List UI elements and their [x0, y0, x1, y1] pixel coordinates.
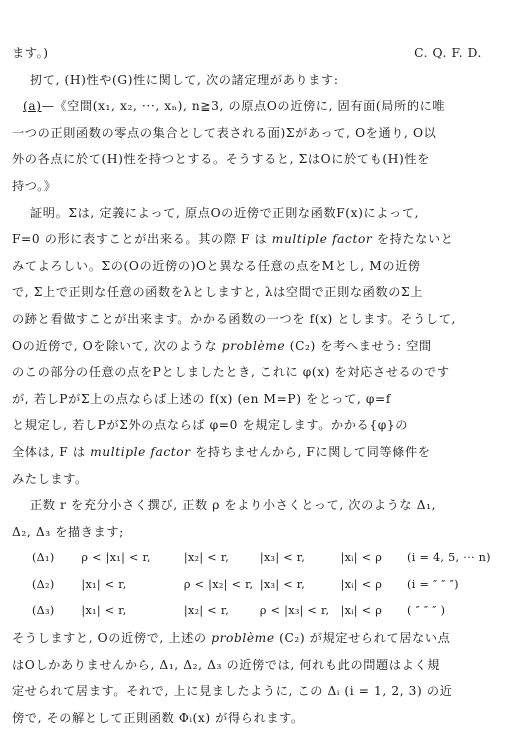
system-label: (Δ₃): [32, 604, 55, 618]
proof-line-9: と規定し, 若しPがΣ外の点ならば φ=0 を規定します。かかる{φ}の: [12, 418, 408, 433]
header-line: [12, 40, 502, 67]
theorem-label: (a): [23, 99, 42, 114]
system-row-2: (Δ₂) |x₁| < r, ρ < |x₂| < r, |x₃| < r, |xᵢ| < ρ (i = ″ ″ ″): [12, 572, 502, 599]
proof-line-8: が, 若しPがΣ上の点ならば上述の f(x) (en M=P) をとって, φ=f: [12, 391, 391, 406]
system-row-1: (Δ₁) ρ < |x₁| < r, |x₂| < r, |x₃| < r, |xᵢ| < ρ (i = 4, 5, ··· n): [12, 545, 502, 572]
theorem-line-3: 外の各点に於て(H)性を持つとする。そうすると, ΣはOに於ても(H)性を: [12, 152, 430, 167]
para3-line-1: そうしますと, Oの近傍で, 上述の problème (C₂) が規定せられて居ない点: [12, 631, 451, 646]
header-left: ます。): [12, 46, 49, 60]
system-label: (Δ₂): [32, 577, 55, 591]
multiple-factor-term: multiple factor: [271, 232, 373, 247]
theorem-line-4: 持つ。》: [12, 178, 57, 193]
proof-line-6: Oの近傍で, Oを除いて, 次のような problème (C₂) を考へませう: 空間: [12, 338, 432, 353]
probleme-term: problème: [211, 631, 275, 646]
proof-line-5: の跡と看做すことが出来ます。かかる函数の一つを f(x) とします。そうして,: [12, 311, 456, 326]
para3-line-2: はOしかありませんから, Δ₁, Δ₂, Δ₃ の近傍では, 何れも此の問題はよく規: [12, 657, 440, 672]
multiple-factor-term: multiple factor: [90, 444, 191, 459]
probleme-term: problème: [221, 338, 286, 353]
intro-line: 扨て, (H)性や(G)性に関して, 次の諸定理があります:: [30, 72, 339, 87]
proof-line-10: 全体は, F は multiple factor を持ちませんから, Fに関して同等條件を: [12, 444, 431, 459]
proof-line-3: みてよろしい。Σの(Oの近傍の)Oと異なる任意の点をMとし, Mの近傍: [12, 258, 421, 273]
theorem-line-2: 一つの正則函数の零点の集合として表される面)Σがあって, Oを通り, O以: [12, 125, 437, 140]
proof-line-2: F=0 の形に表すことが出来る。其の際 F は multiple factor を持たないと: [12, 232, 454, 247]
para2-line-2: Δ₂, Δ₃ を描きます;: [12, 524, 124, 539]
proof-line-7: のこの部分の任意の点をPとしましたとき, これに φ(x) を対応させるのです: [12, 365, 450, 380]
system-label: (Δ₁): [32, 551, 55, 565]
para3-line-3: 定せられて居ます。それで, 上に見ましたように, この Δᵢ (i = 1, 2, 3) の近: [12, 684, 453, 699]
para3-line-4: 傍で, その解として正則函数 Φᵢ(x) が得られます。: [12, 710, 304, 725]
proof-line-1: 証明。Σは, 定義によって, 原点Oの近傍で正則な函数F(x)によって,: [30, 205, 420, 220]
qed-mark: C. Q. F. D.: [414, 46, 482, 60]
theorem-line-1: (a)—《空間(x₁, x₂, ···, xₙ), n≧3, の原点Oの近傍に, 固有面(局所的に唯: [23, 99, 446, 114]
system-row-3: (Δ₃) |x₁| < r, |x₂| < r, ρ < |x₃| < r, |xᵢ| < ρ ( ″ ″ ″ ): [12, 598, 502, 625]
proof-line-11: みたします。: [12, 471, 88, 486]
para2-line-1: 正数 r を充分小さく撰び, 正数 ρ をより小さくとって, 次のような Δ₁,: [30, 498, 437, 513]
proof-line-4: で, Σ上で正則な任意の函数をλとしますと, λは空間で正則な函数のΣ上: [12, 285, 424, 300]
